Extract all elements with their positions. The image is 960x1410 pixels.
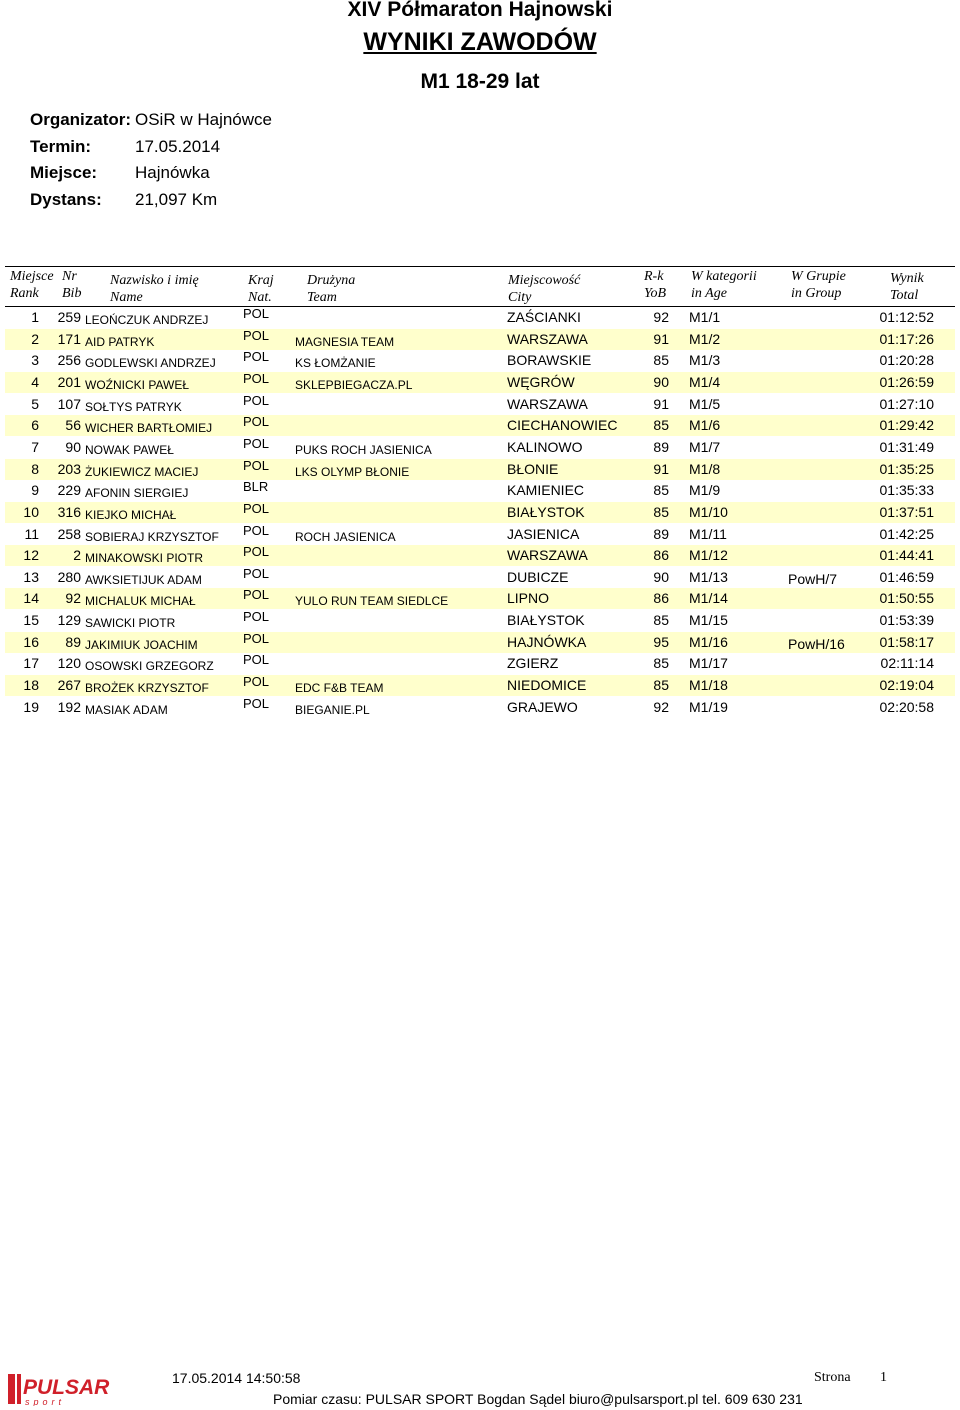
cell-bib: 316 — [57, 503, 81, 520]
cell-total: 02:19:04 — [879, 677, 934, 694]
cell-bib: 203 — [57, 460, 81, 477]
cell-total: 01:35:25 — [879, 460, 934, 477]
cell-rank: 7 — [31, 438, 39, 455]
column-header-line: in Age — [691, 286, 727, 301]
cell-total: 01:12:52 — [879, 309, 934, 325]
cell-nat: POL — [243, 544, 270, 560]
cell-team: ROCH JASIENICA — [295, 529, 396, 544]
cell-name: AWKSIETIJUK ADAM — [85, 572, 202, 587]
cell-total: 01:20:28 — [879, 352, 934, 369]
cell-rank: 3 — [31, 352, 39, 369]
cell-total: 01:31:49 — [879, 438, 934, 455]
cell-name: MASIAK ADAM — [85, 702, 168, 717]
cell-name: SOBIERAJ KRZYSZTOF — [85, 529, 219, 544]
table-row — [5, 372, 955, 393]
table-row — [5, 653, 955, 674]
cell-yob: 95 — [653, 633, 669, 650]
column-header-line: YoB — [644, 286, 667, 301]
cell-yob: 91 — [653, 460, 669, 477]
cell-nat: POL — [243, 435, 270, 451]
header-top-rule — [5, 266, 955, 267]
cell-bib: 56 — [65, 417, 81, 434]
cell-team: LKS OLYMP BŁONIE — [295, 464, 410, 479]
cell-yob: 85 — [653, 677, 669, 694]
column-header-line: Drużyna — [307, 273, 356, 288]
logo-subtext: sport — [25, 1397, 66, 1406]
table-row — [5, 350, 955, 371]
info-label: Dystans: — [30, 190, 102, 209]
cell-yob: 85 — [653, 612, 669, 629]
cell-rank: 6 — [31, 417, 39, 434]
cell-bib: 129 — [57, 612, 81, 629]
cell-name: SAWICKI PIOTR — [85, 616, 176, 631]
cell-bib: 267 — [57, 677, 81, 694]
table-row — [5, 415, 955, 436]
footer-timestamp: 17.05.2014 14:50:58 — [172, 1370, 301, 1386]
cell-age: M1/8 — [689, 460, 721, 477]
info-value: 17.05.2014 — [135, 137, 221, 156]
cell-city: ZAŚCIANKI — [507, 309, 581, 325]
cell-nat: BLR — [243, 479, 269, 495]
cell-name: WOŹNICKI PAWEŁ — [85, 377, 190, 392]
cell-bib: 89 — [65, 633, 81, 650]
cell-bib: 229 — [57, 482, 81, 499]
table-row — [5, 610, 955, 631]
cell-age: M1/17 — [689, 655, 728, 672]
column-header-line: in Group — [791, 286, 842, 301]
column-header-line: Name — [110, 290, 143, 305]
table-row — [5, 632, 955, 653]
table-row — [5, 307, 955, 328]
cell-total: 01:50:55 — [879, 590, 934, 607]
cell-total: 01:29:42 — [879, 417, 934, 434]
cell-city: KAMIENIEC — [507, 482, 585, 499]
cell-yob: 86 — [653, 590, 669, 607]
cell-age: M1/9 — [689, 482, 721, 499]
cell-name: JAKIMIUK JOACHIM — [85, 637, 198, 652]
cell-total: 02:20:58 — [879, 698, 934, 715]
cell-nat: POL — [243, 609, 270, 625]
table-row — [5, 675, 955, 696]
footer-page-number: 1 — [880, 1370, 887, 1385]
cell-age: M1/7 — [689, 438, 721, 455]
cell-name: MICHALUK MICHAŁ — [85, 594, 196, 609]
cell-name: WICHER BARTŁOMIEJ — [85, 421, 213, 436]
footer-timing-credit: Pomiar czasu: PULSAR SPORT Bogdan Sądel biuro@pulsarsport.pl tel. 609 630 231 — [273, 1391, 803, 1407]
cell-age: M1/13 — [689, 568, 728, 585]
cell-city: WĘGRÓW — [507, 373, 575, 390]
column-header-line: Total — [890, 288, 919, 303]
cell-team: MAGNESIA TEAM — [295, 334, 395, 349]
logo-text: PULSAR — [23, 1376, 110, 1399]
column-header-group — [791, 268, 846, 302]
column-header-line: Miejscowość — [508, 273, 581, 288]
column-header-line: Team — [307, 290, 337, 305]
cell-rank: 11 — [24, 525, 39, 542]
table-row — [5, 394, 955, 415]
cell-name: LEOŃCZUK ANDRZEJ — [85, 313, 209, 327]
column-header-line: Bib — [62, 286, 82, 301]
cell-yob: 85 — [653, 503, 669, 520]
cell-team: SKLEPBIEGACZA.PL — [295, 377, 413, 392]
cell-bib: 107 — [57, 395, 81, 412]
cell-age: M1/2 — [689, 330, 721, 347]
cell-city: JASIENICA — [507, 525, 580, 542]
cell-rank: 4 — [31, 373, 39, 390]
cell-yob: 92 — [653, 309, 669, 325]
cell-yob: 91 — [653, 395, 669, 412]
cell-total: 01:53:39 — [879, 612, 934, 629]
column-header-nat — [248, 272, 274, 306]
column-header-line: Nr — [62, 269, 77, 284]
cell-yob: 86 — [653, 547, 669, 564]
column-header-line: Nat. — [248, 290, 272, 305]
cell-age: M1/4 — [689, 373, 721, 390]
cell-bib: 201 — [57, 373, 81, 390]
cell-rank: 13 — [23, 568, 39, 585]
cell-name: KIEJKO MICHAŁ — [85, 507, 177, 522]
table-row — [5, 459, 955, 480]
cell-yob: 89 — [653, 438, 669, 455]
cell-age: M1/18 — [689, 677, 728, 694]
cell-bib: 92 — [65, 590, 81, 607]
cell-age: M1/16 — [689, 633, 728, 650]
column-header-city — [508, 272, 580, 306]
cell-name: MINAKOWSKI PIOTR — [85, 551, 204, 566]
cell-city: NIEDOMICE — [507, 677, 587, 694]
column-header-bib — [62, 268, 81, 302]
table-row — [5, 480, 955, 501]
table-row — [5, 524, 955, 545]
column-header-line: Kraj — [248, 273, 274, 288]
cell-rank: 18 — [23, 677, 39, 694]
cell-age: M1/12 — [689, 547, 728, 564]
cell-nat: POL — [243, 414, 270, 430]
cell-nat: POL — [243, 306, 270, 321]
cell-name: GODLEWSKI ANDRZEJ — [85, 356, 216, 371]
cell-team: PUKS ROCH JASIENICA — [295, 442, 432, 457]
cell-age: M1/1 — [689, 309, 721, 325]
cell-team: KS ŁOMŻANIE — [295, 356, 376, 371]
cell-city: WARSZAWA — [507, 547, 588, 564]
cell-age: M1/6 — [689, 417, 721, 434]
cell-name: SOŁTYS PATRYK — [85, 399, 182, 414]
cell-city: LIPNO — [507, 590, 550, 607]
cell-nat: POL — [243, 630, 270, 646]
cell-yob: 92 — [653, 698, 669, 715]
cell-bib: 192 — [57, 698, 81, 715]
cell-nat: POL — [243, 500, 270, 516]
cell-bib: 258 — [57, 525, 81, 542]
cell-name: BROŻEK KRZYSZTOF — [85, 681, 209, 696]
cell-total: 01:44:41 — [879, 547, 934, 564]
cell-total: 02:11:14 — [880, 655, 934, 672]
cell-rank: 1 — [31, 309, 39, 325]
cell-name: AID PATRYK — [85, 334, 155, 349]
cell-nat: POL — [243, 392, 270, 408]
cell-bib: 259 — [57, 309, 81, 325]
cell-city: ZGIERZ — [507, 655, 559, 672]
cell-rank: 14 — [23, 590, 39, 607]
cell-total: 01:37:51 — [879, 503, 934, 520]
cell-city: HAJNÓWKA — [507, 633, 587, 650]
cell-total: 01:35:33 — [879, 482, 934, 499]
cell-city: WARSZAWA — [507, 330, 588, 347]
cell-total: 01:46:59 — [879, 568, 934, 585]
cell-nat: POL — [243, 695, 270, 711]
table-row — [5, 588, 955, 609]
cell-bib: 280 — [57, 568, 81, 585]
cell-age: M1/15 — [689, 612, 728, 629]
cell-group: PowH/16 — [788, 635, 845, 652]
cell-city: BIAŁYSTOK — [507, 503, 585, 520]
column-header-name — [110, 272, 199, 306]
cell-yob: 91 — [653, 330, 669, 347]
cell-age: M1/10 — [689, 503, 728, 520]
column-header-line: Rank — [10, 286, 39, 301]
cell-name: NOWAK PAWEŁ — [85, 442, 174, 457]
cell-team: BIEGANIE.PL — [295, 702, 370, 717]
cell-city: DUBICZE — [507, 568, 569, 585]
cell-city: BŁONIE — [507, 460, 559, 477]
cell-yob: 90 — [653, 568, 669, 585]
cell-name: AFONIN SIERGIEJ — [85, 486, 189, 501]
column-header-line: Miejsce — [10, 269, 54, 284]
table-row — [5, 329, 955, 350]
cell-age: M1/14 — [689, 590, 728, 607]
cell-nat: POL — [243, 522, 270, 538]
info-value: 21,097 Km — [135, 190, 218, 209]
cell-rank: 2 — [31, 330, 39, 347]
cell-bib: 171 — [57, 330, 81, 347]
column-header-total — [890, 270, 924, 304]
column-header-line: W Grupie — [791, 269, 846, 284]
column-header-line: W kategorii — [691, 269, 757, 284]
cell-rank: 16 — [23, 633, 39, 650]
info-label: Termin: — [30, 137, 92, 156]
column-header-line: Wynik — [890, 271, 924, 286]
table-row — [5, 545, 955, 566]
cell-rank: 15 — [23, 612, 39, 629]
cell-group: PowH/7 — [788, 570, 838, 587]
cell-bib: 2 — [73, 547, 81, 564]
cell-bib: 90 — [65, 438, 81, 455]
cell-total: 01:27:10 — [879, 395, 934, 412]
column-header-age — [691, 268, 757, 302]
cell-rank: 8 — [31, 460, 39, 477]
cell-city: BORAWSKIE — [507, 352, 592, 369]
cell-nat: POL — [243, 457, 270, 473]
info-value: OSiR w Hajnówce — [135, 110, 272, 129]
cell-age: M1/5 — [689, 395, 721, 412]
cell-team: YULO RUN TEAM SIEDLCE — [295, 594, 449, 609]
table-row — [5, 437, 955, 458]
column-header-line: R-k — [644, 269, 664, 284]
cell-total: 01:42:25 — [879, 525, 934, 542]
cell-rank: 9 — [31, 482, 39, 499]
results-title: WYNIKI ZAWODÓW — [363, 28, 597, 56]
cell-yob: 85 — [653, 482, 669, 499]
cell-total: 01:17:26 — [879, 330, 934, 347]
cell-city: GRAJEWO — [507, 698, 578, 715]
cell-age: M1/3 — [689, 352, 721, 369]
cell-yob: 89 — [653, 525, 669, 542]
cell-team: EDC F&B TEAM — [295, 681, 384, 696]
cell-yob: 85 — [653, 352, 669, 369]
cell-city: KALINOWO — [507, 438, 583, 455]
footer-page-label: Strona — [814, 1370, 851, 1385]
cell-yob: 85 — [653, 417, 669, 434]
table-row — [5, 502, 955, 523]
cell-nat: POL — [243, 327, 270, 343]
column-header-yob — [644, 268, 666, 302]
cell-nat: POL — [243, 565, 270, 581]
cell-total: 01:58:17 — [879, 633, 934, 650]
info-value: Hajnówka — [135, 163, 210, 182]
cell-rank: 10 — [23, 503, 39, 520]
cell-total: 01:26:59 — [879, 373, 934, 390]
cell-nat: POL — [243, 587, 270, 603]
cell-nat: POL — [243, 674, 270, 690]
cell-rank: 12 — [23, 547, 39, 564]
column-header-team — [307, 272, 355, 306]
cell-rank: 5 — [31, 395, 39, 412]
info-label: Miejsce: — [30, 163, 98, 182]
cell-rank: 19 — [23, 698, 39, 715]
cell-nat: POL — [243, 652, 270, 668]
cell-city: BIAŁYSTOK — [507, 612, 585, 629]
table-row — [5, 567, 955, 588]
cell-bib: 120 — [57, 655, 81, 672]
cell-rank: 17 — [23, 655, 39, 672]
table-row — [5, 697, 955, 718]
column-header-rank — [10, 268, 54, 302]
cell-bib: 256 — [57, 352, 81, 369]
info-label: Organizator: — [30, 110, 132, 129]
cell-age: M1/11 — [689, 525, 727, 542]
cell-name: ŻUKIEWICZ MACIEJ — [85, 464, 199, 479]
cell-city: CIECHANOWIEC — [507, 417, 618, 434]
category-title: M1 18-29 lat — [420, 70, 540, 93]
cell-city: WARSZAWA — [507, 395, 588, 412]
column-header-line: City — [508, 290, 532, 305]
cell-name: OSOWSKI GRZEGORZ — [85, 659, 214, 674]
cell-nat: POL — [243, 370, 270, 386]
event-title: XIV Półmaraton Hajnowski — [347, 0, 613, 21]
pulsar-logo — [8, 1372, 113, 1406]
cell-nat: POL — [243, 349, 270, 365]
cell-yob: 85 — [653, 655, 669, 672]
cell-age: M1/19 — [689, 698, 728, 715]
column-header-line: Nazwisko i imię — [110, 273, 199, 288]
cell-yob: 90 — [653, 373, 669, 390]
